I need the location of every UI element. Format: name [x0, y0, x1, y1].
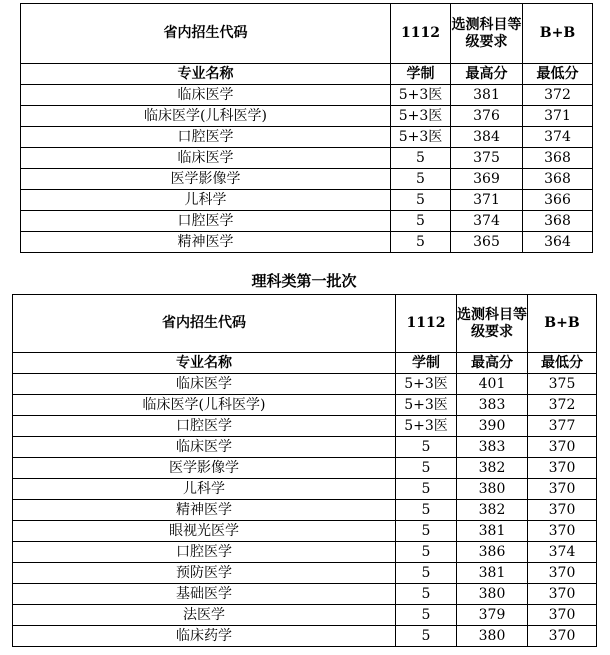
- min-score-cell: 370: [528, 458, 597, 479]
- major-cell: 临床医学(儿科医学): [21, 106, 391, 127]
- admission-table-2: [12, 294, 597, 647]
- max-score-cell: 375: [451, 148, 523, 169]
- min-score-cell: 370: [528, 605, 597, 626]
- subject-requirement-label: 选测科目等级要求: [457, 295, 528, 353]
- table-row: [21, 85, 593, 106]
- max-score-cell: 371: [451, 190, 523, 211]
- min-score-cell: 374: [528, 542, 597, 563]
- max-score-cell: 380: [457, 584, 528, 605]
- table-row: [21, 106, 593, 127]
- max-score-cell: 401: [457, 374, 528, 395]
- max-score-cell: 374: [451, 211, 523, 232]
- max-score-cell: 382: [457, 500, 528, 521]
- table-1-body: [21, 4, 593, 253]
- major-cell: 精神医学: [13, 500, 396, 521]
- min-score-cell: 372: [528, 395, 597, 416]
- table-row: [13, 416, 597, 437]
- max-score-cell: 380: [457, 626, 528, 647]
- min-score-cell: 368: [523, 169, 593, 190]
- duration-cell: 5: [396, 563, 457, 584]
- min-score-cell: 368: [523, 211, 593, 232]
- min-score-cell: 370: [528, 563, 597, 584]
- duration-cell: 5: [396, 521, 457, 542]
- major-cell: 医学影像学: [13, 458, 396, 479]
- table-row: [21, 190, 593, 211]
- duration-cell: 5: [396, 542, 457, 563]
- max-score-cell: 390: [457, 416, 528, 437]
- duration-cell: 5: [396, 437, 457, 458]
- table-row: [13, 479, 597, 500]
- major-cell: 口腔医学: [21, 127, 391, 148]
- duration-cell: 5: [391, 232, 451, 253]
- duration-cell: 5: [391, 169, 451, 190]
- max-score-cell: 381: [457, 521, 528, 542]
- max-score-cell: 365: [451, 232, 523, 253]
- major-cell: 临床医学: [13, 437, 396, 458]
- duration-cell: 5: [396, 605, 457, 626]
- max-score-cell: 383: [457, 395, 528, 416]
- min-score-cell: 370: [528, 584, 597, 605]
- table-row: [21, 169, 593, 190]
- min-score-cell: 370: [528, 521, 597, 542]
- subject-requirement-label: 选测科目等级要求: [451, 4, 523, 64]
- major-cell: 临床医学: [21, 85, 391, 106]
- table-row: [13, 521, 597, 542]
- column-header-major: 专业名称: [21, 64, 391, 85]
- max-score-cell: 386: [457, 542, 528, 563]
- column-header-row: [13, 353, 597, 374]
- duration-cell: 5: [396, 584, 457, 605]
- column-header-min-score: 最低分: [523, 64, 593, 85]
- min-score-cell: 377: [528, 416, 597, 437]
- table-row: [13, 458, 597, 479]
- table-row: [21, 127, 593, 148]
- code-label: 省内招生代码: [13, 295, 396, 353]
- table-row: [13, 563, 597, 584]
- major-cell: 医学影像学: [21, 169, 391, 190]
- column-header-min-score: 最低分: [528, 353, 597, 374]
- code-label: 省内招生代码: [21, 4, 391, 64]
- duration-cell: 5: [391, 148, 451, 169]
- duration-cell: 5+3医: [391, 85, 451, 106]
- min-score-cell: 370: [528, 479, 597, 500]
- code-value: 1112: [391, 4, 451, 64]
- column-header-duration: 学制: [391, 64, 451, 85]
- table-header-row: [13, 295, 597, 353]
- major-cell: 临床医学: [21, 148, 391, 169]
- column-header-major: 专业名称: [13, 353, 396, 374]
- max-score-cell: 369: [451, 169, 523, 190]
- max-score-cell: 380: [457, 479, 528, 500]
- duration-cell: 5+3医: [391, 106, 451, 127]
- column-header-duration: 学制: [396, 353, 457, 374]
- max-score-cell: 381: [457, 563, 528, 584]
- duration-cell: 5+3医: [396, 395, 457, 416]
- table-row: [21, 232, 593, 253]
- table-row: [21, 148, 593, 169]
- major-cell: 基础医学: [13, 584, 396, 605]
- major-cell: 口腔医学: [13, 416, 396, 437]
- major-cell: 预防医学: [13, 563, 396, 584]
- max-score-cell: 381: [451, 85, 523, 106]
- table-row: [13, 626, 597, 647]
- min-score-cell: 370: [528, 500, 597, 521]
- min-score-cell: 368: [523, 148, 593, 169]
- major-cell: 临床药学: [13, 626, 396, 647]
- min-score-cell: 366: [523, 190, 593, 211]
- column-header-max-score: 最高分: [457, 353, 528, 374]
- major-cell: 儿科学: [13, 479, 396, 500]
- major-cell: 眼视光医学: [13, 521, 396, 542]
- max-score-cell: 379: [457, 605, 528, 626]
- min-score-cell: 370: [528, 437, 597, 458]
- duration-cell: 5: [396, 479, 457, 500]
- major-cell: 口腔医学: [21, 211, 391, 232]
- min-score-cell: 364: [523, 232, 593, 253]
- major-cell: 口腔医学: [13, 542, 396, 563]
- major-cell: 临床医学(儿科医学): [13, 395, 396, 416]
- major-cell: 法医学: [13, 605, 396, 626]
- batch-title: 理科类第一批次: [251, 272, 357, 290]
- subject-requirement-value: B+B: [528, 295, 597, 353]
- min-score-cell: 370: [528, 626, 597, 647]
- table-row: [13, 584, 597, 605]
- duration-cell: 5+3医: [396, 416, 457, 437]
- max-score-cell: 382: [457, 458, 528, 479]
- table-row: [13, 605, 597, 626]
- table-row: [13, 542, 597, 563]
- min-score-cell: 371: [523, 106, 593, 127]
- table-row: [21, 211, 593, 232]
- table-row: [13, 500, 597, 521]
- duration-cell: 5: [391, 211, 451, 232]
- subject-requirement-value: B+B: [523, 4, 593, 64]
- major-cell: 精神医学: [21, 232, 391, 253]
- duration-cell: 5: [396, 500, 457, 521]
- major-cell: 临床医学: [13, 374, 396, 395]
- duration-cell: 5: [396, 626, 457, 647]
- table-header-row: [21, 4, 593, 64]
- max-score-cell: 383: [457, 437, 528, 458]
- duration-cell: 5+3医: [396, 374, 457, 395]
- max-score-cell: 376: [451, 106, 523, 127]
- min-score-cell: 372: [523, 85, 593, 106]
- column-header-max-score: 最高分: [451, 64, 523, 85]
- code-value: 1112: [396, 295, 457, 353]
- duration-cell: 5+3医: [391, 127, 451, 148]
- admission-table-1: [20, 3, 593, 253]
- table-row: [13, 395, 597, 416]
- min-score-cell: 375: [528, 374, 597, 395]
- min-score-cell: 374: [523, 127, 593, 148]
- duration-cell: 5: [396, 458, 457, 479]
- duration-cell: 5: [391, 190, 451, 211]
- max-score-cell: 384: [451, 127, 523, 148]
- table-row: [13, 437, 597, 458]
- table-2-body: [13, 295, 597, 647]
- major-cell: 儿科学: [21, 190, 391, 211]
- table-row: [13, 374, 597, 395]
- column-header-row: [21, 64, 593, 85]
